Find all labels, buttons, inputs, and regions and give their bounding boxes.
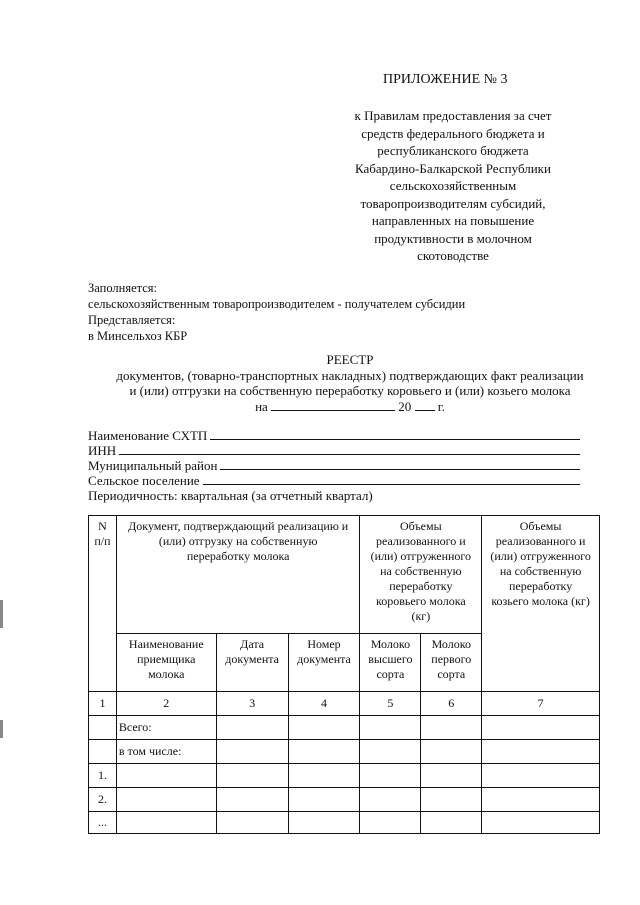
header-text-line: переработку xyxy=(508,579,573,593)
header-text-line: реализованного и xyxy=(375,534,466,548)
header-text-line: первого xyxy=(431,652,472,666)
register-table xyxy=(88,515,600,834)
header-text-line: п/п xyxy=(94,534,111,548)
appendix-title: ПРИЛОЖЕНИЕ № 3 xyxy=(383,72,508,87)
total-row xyxy=(89,716,600,740)
header-cow-volume xyxy=(360,516,482,634)
header-text-line: (или) отгруженного xyxy=(490,549,591,563)
register-title: РЕЕСТР xyxy=(326,352,374,367)
header-text-line: коровьего молока xyxy=(375,594,466,608)
col-number-1: 1 xyxy=(89,692,117,716)
header-text-line: сорта xyxy=(376,667,405,681)
header-text-line: переработку xyxy=(389,579,453,593)
header-text-line: Дата xyxy=(240,637,265,651)
header-text-line: на собственную xyxy=(380,564,462,578)
date-suffix: г. xyxy=(437,398,445,414)
header-text-line: молока xyxy=(148,667,185,681)
filled-label: Заполняется: xyxy=(88,281,158,295)
table-row xyxy=(89,764,600,788)
header-document xyxy=(116,516,360,634)
header-text-line: на собственную xyxy=(499,564,582,578)
appendix-subtitle-line: товаропроизводителям субсидий, xyxy=(360,195,546,211)
register-date-line xyxy=(60,399,640,415)
table-row xyxy=(89,812,600,834)
header-number xyxy=(288,634,360,692)
header-text-line: высшего xyxy=(368,652,413,666)
appendix-subtitle-line: направленных на повышение xyxy=(371,213,535,228)
header-date xyxy=(216,634,288,692)
name-label: Наименование СХТП xyxy=(88,428,208,443)
col-number-2: 2 xyxy=(116,692,216,716)
register-heading xyxy=(60,352,640,414)
filler-block xyxy=(88,280,465,344)
header-high-grade xyxy=(360,634,421,692)
row-number-2: 2. xyxy=(89,788,117,812)
scan-edge-mark xyxy=(0,720,3,738)
appendix-subtitle-line: к Правилам предоставления за счет xyxy=(354,108,552,123)
district-label: Муниципальный район xyxy=(88,458,218,473)
date-year: 20 xyxy=(398,398,412,414)
including-row xyxy=(89,740,600,764)
field-settlement xyxy=(88,473,580,488)
scan-edge-mark xyxy=(0,600,3,628)
header-text-line: (кг) xyxy=(411,609,431,623)
inn-label: ИНН xyxy=(88,443,117,458)
header-text-line: реализованного и xyxy=(495,534,586,548)
field-inn xyxy=(88,443,580,458)
header-text-line: документа xyxy=(225,652,279,666)
header-fields xyxy=(88,428,580,503)
header-text-line: Объемы xyxy=(519,519,562,533)
col-number-3: 3 xyxy=(216,692,288,716)
register-line-1: документов, (товарно-транспортных накладных) подтверждающих факт реализации xyxy=(116,367,584,383)
register-line-2: и (или) отгрузки на собственную переработку коровьего и (или) козьего молока xyxy=(129,383,571,398)
date-prefix: на xyxy=(255,398,268,414)
appendix-subtitle-line: продуктивности в молочном xyxy=(374,230,532,246)
appendix-subtitle-line: сельскохозяйственным xyxy=(389,178,517,193)
filled-by: сельскохозяйственным товаропроизводителем - получателем субсидии xyxy=(88,297,466,311)
appendix-subtitle-line: республиканского бюджета xyxy=(377,143,529,158)
header-receiver xyxy=(116,634,216,692)
header-text-line: N xyxy=(98,519,107,533)
appendix-subtitle xyxy=(330,107,576,265)
header-text-line: Молоко xyxy=(370,637,411,651)
settlement-blank[interactable] xyxy=(203,473,580,485)
settlement-label: Сельское поселение xyxy=(88,473,200,488)
header-text-line: Наименование xyxy=(128,637,204,651)
header-num xyxy=(89,516,117,692)
col-number-6: 6 xyxy=(421,692,482,716)
period-label: Периодичность: квартальная (за отчетный квартал) xyxy=(88,488,373,503)
appendix-subtitle-line: Кабардино-Балкарской Республики xyxy=(355,160,551,176)
header-text-line: Номер xyxy=(307,637,341,651)
row-number-1: 1. xyxy=(89,764,117,788)
header-goat-volume xyxy=(482,516,600,692)
header-text-line: документа xyxy=(297,652,351,666)
year-blank[interactable] xyxy=(415,399,435,411)
header-text-line: Молоко xyxy=(431,637,471,651)
appendix-subtitle-line: средств федерального бюджета и xyxy=(361,125,545,141)
inn-blank[interactable] xyxy=(119,443,580,455)
header-text-line: переработку молока xyxy=(186,549,290,563)
header-text-line: сорта xyxy=(437,667,466,681)
district-blank[interactable] xyxy=(220,458,580,470)
table-row xyxy=(89,788,600,812)
header-text-line: приемщика xyxy=(137,652,196,666)
header-text-line: (или) отгрузку на собственную xyxy=(158,534,318,548)
col-number-4: 4 xyxy=(288,692,360,716)
col-number-5: 5 xyxy=(360,692,421,716)
submitted-label: Представляется: xyxy=(88,313,176,327)
total-label: Всего: xyxy=(116,716,216,740)
header-text-line: Документ, подтверждающий реализацию и xyxy=(128,519,349,533)
date-blank[interactable] xyxy=(271,399,395,411)
appendix-subtitle-line: скотоводстве xyxy=(417,248,489,263)
field-name xyxy=(88,428,580,443)
header-text-line: (или) отгруженного xyxy=(370,549,472,563)
field-period xyxy=(88,488,580,503)
submitted-to: в Минсельхоз КБР xyxy=(88,329,188,343)
column-number-row xyxy=(89,692,600,716)
header-first-grade xyxy=(421,634,482,692)
row-number-ellipsis: ... xyxy=(89,812,117,834)
col-number-7: 7 xyxy=(482,692,600,716)
header-text-line: Объемы xyxy=(399,519,442,533)
field-district xyxy=(88,458,580,473)
name-blank[interactable] xyxy=(210,428,580,440)
including-label: в том числе: xyxy=(116,740,216,764)
header-text-line: козьего молока (кг) xyxy=(491,594,590,608)
